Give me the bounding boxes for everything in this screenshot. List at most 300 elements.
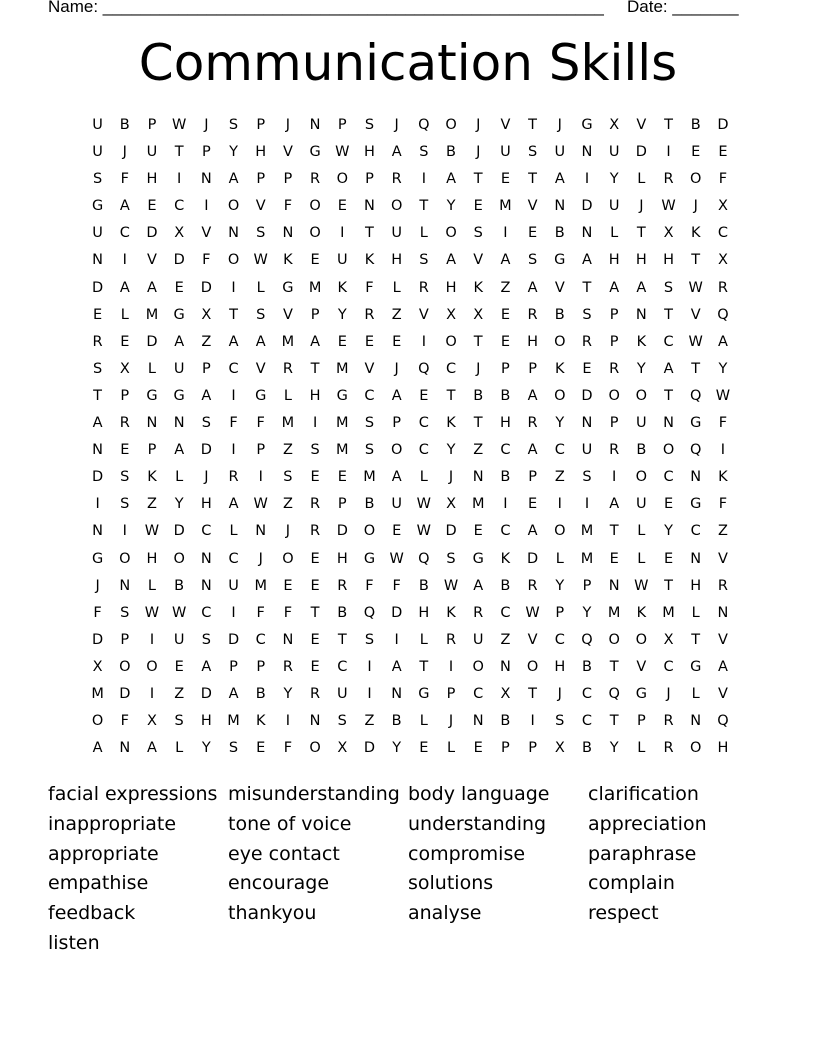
grid-letter[interactable]: U: [391, 225, 402, 242]
grid-letter[interactable]: C: [690, 523, 701, 540]
grid-letter[interactable]: A: [527, 442, 538, 459]
grid-letter[interactable]: P: [147, 442, 157, 459]
grid-letter[interactable]: E: [392, 523, 402, 540]
grid-letter[interactable]: M: [281, 415, 295, 432]
grid-letter[interactable]: U: [92, 144, 103, 161]
grid-letter[interactable]: W: [443, 577, 459, 594]
grid-letter[interactable]: V: [717, 550, 728, 567]
grid-letter[interactable]: I: [177, 171, 182, 188]
grid-letter[interactable]: I: [258, 469, 263, 486]
grid-letter[interactable]: R: [663, 740, 674, 757]
grid-letter[interactable]: N: [690, 469, 702, 486]
grid-letter[interactable]: S: [174, 713, 184, 730]
grid-letter[interactable]: R: [663, 171, 674, 188]
grid-letter[interactable]: A: [147, 740, 157, 757]
grid-letter[interactable]: O: [445, 117, 457, 133]
grid-letter[interactable]: P: [147, 117, 157, 133]
grid-letter[interactable]: W: [715, 387, 731, 404]
grid-letter[interactable]: I: [312, 415, 318, 432]
grid-letter[interactable]: T: [174, 144, 184, 161]
grid-letter[interactable]: D: [200, 279, 212, 296]
grid-letter[interactable]: E: [473, 198, 483, 215]
grid-letter[interactable]: N: [391, 685, 403, 702]
grid-letter[interactable]: N: [663, 415, 674, 432]
grid-letter[interactable]: M: [499, 198, 512, 215]
grid-letter[interactable]: O: [173, 550, 185, 567]
grid-letter[interactable]: R: [92, 333, 103, 350]
grid-letter[interactable]: D: [581, 387, 593, 404]
grid-letter[interactable]: M: [336, 360, 349, 377]
grid-letter[interactable]: M: [254, 577, 267, 594]
grid-letter[interactable]: R: [310, 685, 321, 702]
grid-letter[interactable]: R: [282, 658, 293, 675]
grid-letter[interactable]: K: [337, 279, 348, 296]
grid-letter[interactable]: P: [337, 117, 347, 133]
grid-letter[interactable]: P: [365, 171, 374, 188]
grid-letter[interactable]: X: [337, 740, 348, 757]
grid-letter[interactable]: M: [91, 685, 104, 702]
grid-letter[interactable]: W: [171, 604, 187, 621]
grid-letter[interactable]: N: [282, 225, 294, 242]
grid-letter[interactable]: H: [200, 496, 212, 513]
grid-letter[interactable]: F: [718, 415, 728, 432]
grid-letter[interactable]: X: [554, 740, 565, 757]
grid-letter[interactable]: A: [119, 279, 130, 296]
grid-letter[interactable]: N: [690, 550, 702, 567]
grid-letter[interactable]: D: [146, 333, 158, 350]
grid-letter[interactable]: L: [147, 360, 157, 377]
grid-letter[interactable]: V: [717, 631, 728, 648]
grid-letter[interactable]: R: [364, 306, 375, 323]
grid-letter[interactable]: O: [227, 252, 240, 269]
grid-letter[interactable]: A: [228, 685, 239, 702]
grid-letter[interactable]: S: [120, 604, 130, 621]
grid-letter[interactable]: O: [309, 740, 321, 757]
grid-letter[interactable]: G: [91, 198, 104, 215]
grid-letter[interactable]: S: [473, 225, 483, 242]
grid-letter[interactable]: U: [336, 252, 348, 269]
grid-letter[interactable]: H: [391, 252, 403, 269]
grid-letter[interactable]: B: [473, 387, 484, 404]
grid-letter[interactable]: F: [365, 577, 374, 594]
grid-letter[interactable]: S: [419, 252, 429, 269]
grid-letter[interactable]: N: [309, 117, 321, 133]
grid-letter[interactable]: K: [636, 333, 647, 350]
grid-letter[interactable]: S: [364, 442, 375, 459]
grid-letter[interactable]: E: [120, 333, 130, 350]
grid-letter[interactable]: P: [120, 387, 130, 404]
grid-letter[interactable]: T: [528, 117, 538, 133]
grid-letter[interactable]: Z: [282, 496, 293, 513]
grid-letter[interactable]: S: [364, 117, 375, 133]
grid-letter[interactable]: Q: [363, 604, 376, 621]
grid-letter[interactable]: A: [92, 740, 103, 757]
grid-letter[interactable]: S: [120, 496, 130, 513]
grid-letter[interactable]: E: [528, 225, 538, 242]
grid-letter[interactable]: A: [609, 279, 620, 296]
grid-letter[interactable]: A: [582, 252, 592, 269]
grid-letter[interactable]: B: [119, 117, 130, 133]
grid-letter[interactable]: N: [499, 658, 511, 675]
grid-letter[interactable]: S: [201, 631, 211, 648]
grid-letter[interactable]: H: [663, 252, 674, 269]
grid-letter[interactable]: C: [337, 658, 348, 675]
grid-letter[interactable]: B: [337, 604, 348, 621]
grid-letter[interactable]: S: [120, 469, 130, 486]
grid-letter[interactable]: J: [95, 577, 100, 594]
grid-letter[interactable]: Z: [473, 442, 484, 459]
grid-letter[interactable]: O: [526, 658, 539, 675]
grid-letter[interactable]: C: [581, 713, 593, 730]
grid-letter[interactable]: I: [584, 496, 590, 513]
grid-letter[interactable]: P: [609, 415, 619, 432]
grid-letter[interactable]: U: [554, 144, 566, 161]
grid-letter[interactable]: P: [582, 577, 592, 594]
grid-letter[interactable]: M: [471, 496, 485, 513]
grid-letter[interactable]: J: [285, 117, 291, 133]
grid-letter[interactable]: E: [392, 333, 402, 350]
grid-letter[interactable]: N: [364, 198, 375, 215]
grid-letter[interactable]: O: [608, 387, 620, 404]
grid-letter[interactable]: W: [253, 496, 268, 513]
grid-letter[interactable]: G: [635, 685, 647, 702]
grid-letter[interactable]: E: [419, 387, 429, 404]
grid-letter[interactable]: V: [636, 658, 647, 675]
grid-letter[interactable]: R: [282, 360, 293, 377]
grid-letter[interactable]: K: [555, 360, 565, 377]
grid-letter[interactable]: I: [149, 685, 155, 702]
grid-letter[interactable]: Y: [718, 360, 728, 377]
grid-letter[interactable]: S: [201, 415, 211, 432]
grid-letter[interactable]: V: [364, 360, 375, 377]
grid-letter[interactable]: Z: [174, 685, 185, 702]
grid-letter[interactable]: X: [663, 631, 674, 648]
grid-letter[interactable]: W: [253, 252, 268, 269]
grid-letter[interactable]: X: [446, 496, 456, 513]
grid-letter[interactable]: E: [174, 658, 184, 675]
grid-letter[interactable]: Q: [418, 550, 430, 567]
grid-letter[interactable]: M: [580, 523, 594, 540]
grid-letter[interactable]: K: [446, 415, 456, 432]
grid-letter[interactable]: C: [663, 333, 674, 350]
grid-letter[interactable]: G: [418, 685, 430, 702]
grid-letter[interactable]: P: [528, 360, 537, 377]
grid-letter[interactable]: F: [283, 604, 293, 621]
grid-letter[interactable]: Z: [282, 442, 293, 459]
grid-letter[interactable]: H: [418, 604, 430, 621]
grid-letter[interactable]: C: [500, 604, 511, 621]
grid-letter[interactable]: N: [228, 225, 239, 242]
grid-letter[interactable]: Z: [554, 469, 565, 486]
grid-letter[interactable]: E: [93, 306, 103, 323]
grid-letter[interactable]: F: [120, 171, 129, 188]
grid-letter[interactable]: C: [554, 442, 565, 459]
grid-letter[interactable]: F: [365, 279, 374, 296]
grid-letter[interactable]: W: [144, 604, 160, 621]
grid-letter[interactable]: C: [228, 360, 239, 377]
grid-letter[interactable]: G: [173, 306, 185, 323]
grid-letter[interactable]: Y: [555, 577, 565, 594]
grid-letter[interactable]: L: [637, 523, 646, 540]
grid-letter[interactable]: A: [500, 252, 511, 269]
grid-letter[interactable]: E: [500, 306, 510, 323]
grid-letter[interactable]: V: [554, 279, 565, 296]
grid-letter[interactable]: W: [688, 333, 703, 350]
grid-letter[interactable]: N: [92, 523, 104, 540]
grid-letter[interactable]: O: [690, 171, 702, 188]
grid-letter[interactable]: B: [636, 442, 647, 459]
grid-letter[interactable]: I: [122, 523, 127, 540]
grid-letter[interactable]: U: [228, 577, 239, 594]
grid-letter[interactable]: N: [92, 442, 104, 459]
grid-letter[interactable]: C: [255, 631, 266, 648]
grid-letter[interactable]: S: [527, 144, 538, 161]
grid-letter[interactable]: N: [255, 523, 267, 540]
grid-letter[interactable]: K: [500, 550, 511, 567]
grid-letter[interactable]: Z: [147, 496, 157, 513]
grid-letter[interactable]: M: [336, 442, 349, 459]
grid-letter[interactable]: F: [93, 604, 102, 621]
grid-letter[interactable]: I: [421, 171, 426, 188]
grid-letter[interactable]: G: [91, 550, 104, 567]
grid-letter[interactable]: K: [636, 604, 647, 621]
grid-letter[interactable]: S: [256, 306, 266, 323]
grid-letter[interactable]: T: [609, 658, 619, 675]
grid-letter[interactable]: G: [363, 550, 376, 567]
grid-letter[interactable]: B: [554, 225, 565, 242]
grid-letter[interactable]: H: [690, 577, 702, 594]
grid-letter[interactable]: E: [582, 360, 592, 377]
grid-letter[interactable]: W: [525, 604, 540, 621]
grid-letter[interactable]: A: [717, 658, 728, 675]
grid-letter[interactable]: S: [337, 713, 347, 730]
grid-letter[interactable]: I: [231, 279, 236, 296]
grid-letter[interactable]: A: [636, 279, 647, 296]
grid-letter[interactable]: N: [581, 225, 593, 242]
grid-letter[interactable]: O: [608, 631, 620, 648]
grid-letter[interactable]: D: [173, 252, 185, 269]
grid-letter[interactable]: F: [256, 415, 265, 432]
grid-letter[interactable]: U: [581, 442, 593, 459]
grid-letter[interactable]: I: [285, 713, 291, 730]
grid-letter[interactable]: A: [717, 333, 728, 350]
grid-letter[interactable]: L: [637, 550, 646, 567]
grid-letter[interactable]: H: [146, 550, 158, 567]
grid-letter[interactable]: P: [528, 740, 537, 757]
grid-letter[interactable]: J: [285, 523, 291, 540]
grid-letter[interactable]: T: [691, 252, 701, 269]
grid-letter[interactable]: A: [92, 415, 103, 432]
grid-letter[interactable]: E: [120, 442, 130, 459]
grid-letter[interactable]: T: [473, 415, 483, 432]
grid-letter[interactable]: T: [229, 306, 238, 323]
grid-letter[interactable]: P: [609, 333, 619, 350]
name-field[interactable]: Name: _____________________________________________________: [48, 0, 604, 16]
grid-letter[interactable]: T: [310, 604, 320, 621]
grid-letter[interactable]: U: [92, 225, 103, 242]
grid-letter[interactable]: Y: [229, 144, 238, 161]
grid-letter[interactable]: A: [527, 387, 538, 404]
grid-letter[interactable]: X: [147, 713, 157, 730]
grid-letter[interactable]: S: [419, 144, 429, 161]
grid-letter[interactable]: L: [555, 550, 564, 567]
grid-letter[interactable]: E: [473, 740, 483, 757]
grid-letter[interactable]: B: [418, 577, 429, 594]
grid-letter[interactable]: B: [500, 387, 511, 404]
grid-letter[interactable]: O: [472, 658, 484, 675]
grid-letter[interactable]: V: [527, 198, 538, 215]
grid-letter[interactable]: F: [283, 740, 293, 757]
grid-letter[interactable]: G: [309, 144, 321, 161]
grid-letter[interactable]: T: [528, 685, 538, 702]
grid-letter[interactable]: E: [283, 577, 293, 594]
grid-letter[interactable]: T: [609, 713, 619, 730]
grid-letter[interactable]: I: [530, 713, 535, 730]
grid-letter[interactable]: P: [256, 171, 266, 188]
grid-letter[interactable]: L: [392, 279, 401, 296]
grid-letter[interactable]: Y: [446, 198, 456, 215]
grid-letter[interactable]: J: [394, 117, 399, 133]
grid-letter[interactable]: Z: [201, 333, 212, 350]
date-field[interactable]: Date: _______: [627, 0, 739, 16]
grid-letter[interactable]: N: [282, 631, 294, 648]
grid-letter[interactable]: E: [310, 658, 320, 675]
grid-letter[interactable]: G: [472, 550, 484, 567]
grid-letter[interactable]: A: [228, 171, 239, 188]
grid-letter[interactable]: Q: [690, 442, 702, 459]
grid-letter[interactable]: C: [228, 550, 239, 567]
grid-letter[interactable]: P: [229, 658, 238, 675]
grid-letter[interactable]: A: [391, 144, 402, 161]
grid-letter[interactable]: C: [581, 685, 593, 702]
grid-letter[interactable]: B: [581, 658, 592, 675]
grid-letter[interactable]: V: [201, 225, 212, 242]
grid-letter[interactable]: D: [146, 225, 158, 242]
grid-letter[interactable]: Y: [555, 415, 565, 432]
grid-letter[interactable]: E: [337, 469, 347, 486]
grid-letter[interactable]: N: [608, 577, 620, 594]
grid-letter[interactable]: P: [501, 360, 510, 377]
grid-letter[interactable]: O: [390, 442, 403, 459]
grid-letter[interactable]: J: [122, 144, 127, 161]
grid-letter[interactable]: E: [528, 496, 538, 513]
grid-letter[interactable]: E: [256, 740, 266, 757]
grid-letter[interactable]: Y: [609, 171, 619, 188]
grid-letter[interactable]: H: [445, 279, 457, 296]
grid-letter[interactable]: V: [636, 117, 647, 133]
grid-letter[interactable]: R: [337, 577, 348, 594]
grid-letter[interactable]: H: [554, 658, 566, 675]
grid-letter[interactable]: J: [448, 713, 454, 730]
grid-letter[interactable]: H: [364, 144, 375, 161]
grid-letter[interactable]: L: [175, 740, 184, 757]
grid-letter[interactable]: N: [146, 415, 158, 432]
grid-letter[interactable]: P: [528, 469, 537, 486]
grid-letter[interactable]: Y: [201, 740, 211, 757]
grid-letter[interactable]: U: [92, 117, 103, 133]
grid-letter[interactable]: D: [336, 523, 348, 540]
grid-letter[interactable]: S: [92, 171, 103, 188]
grid-letter[interactable]: Z: [717, 523, 728, 540]
grid-letter[interactable]: J: [204, 117, 209, 133]
grid-letter[interactable]: O: [336, 171, 348, 188]
grid-letter[interactable]: E: [310, 252, 320, 269]
grid-letter[interactable]: L: [637, 740, 646, 757]
grid-letter[interactable]: R: [119, 415, 130, 432]
grid-letter[interactable]: I: [367, 685, 372, 702]
grid-letter[interactable]: S: [92, 360, 103, 377]
grid-letter[interactable]: X: [446, 306, 456, 323]
grid-letter[interactable]: F: [392, 577, 401, 594]
grid-letter[interactable]: G: [690, 415, 702, 432]
grid-letter[interactable]: P: [636, 713, 646, 730]
grid-letter[interactable]: O: [554, 333, 566, 350]
grid-letter[interactable]: A: [473, 577, 484, 594]
grid-letter[interactable]: C: [663, 658, 674, 675]
grid-letter[interactable]: D: [92, 469, 104, 486]
grid-letter[interactable]: N: [554, 198, 566, 215]
grid-letter[interactable]: Q: [717, 306, 729, 323]
grid-letter[interactable]: I: [122, 252, 127, 269]
grid-letter[interactable]: A: [446, 171, 456, 188]
grid-letter[interactable]: H: [608, 252, 620, 269]
grid-letter[interactable]: Y: [609, 740, 619, 757]
grid-letter[interactable]: X: [609, 117, 620, 133]
grid-letter[interactable]: I: [231, 387, 236, 404]
grid-letter[interactable]: K: [718, 469, 728, 486]
grid-letter[interactable]: X: [174, 225, 185, 242]
grid-letter[interactable]: B: [255, 685, 266, 702]
grid-letter[interactable]: D: [173, 523, 185, 540]
grid-letter[interactable]: B: [690, 117, 701, 133]
grid-letter[interactable]: R: [418, 279, 429, 296]
grid-letter[interactable]: U: [336, 685, 348, 702]
grid-letter[interactable]: E: [364, 333, 375, 350]
grid-letter[interactable]: S: [446, 550, 456, 567]
grid-letter[interactable]: G: [554, 252, 566, 269]
grid-letter[interactable]: E: [663, 550, 674, 567]
grid-letter[interactable]: A: [174, 442, 185, 459]
grid-letter[interactable]: I: [557, 496, 562, 513]
grid-letter[interactable]: O: [309, 198, 321, 215]
grid-letter[interactable]: N: [690, 713, 702, 730]
grid-letter[interactable]: H: [336, 550, 348, 567]
grid-letter[interactable]: R: [663, 713, 674, 730]
grid-letter[interactable]: H: [200, 713, 212, 730]
grid-letter[interactable]: V: [473, 252, 484, 269]
grid-letter[interactable]: F: [229, 415, 238, 432]
grid-letter[interactable]: W: [171, 117, 187, 133]
grid-letter[interactable]: O: [635, 387, 648, 404]
grid-letter[interactable]: J: [557, 685, 562, 702]
grid-letter[interactable]: I: [149, 631, 155, 648]
grid-letter[interactable]: N: [119, 577, 131, 594]
grid-letter[interactable]: O: [445, 225, 457, 242]
grid-letter[interactable]: Q: [418, 117, 430, 133]
grid-letter[interactable]: H: [635, 252, 647, 269]
grid-letter[interactable]: T: [528, 171, 538, 188]
grid-letter[interactable]: E: [500, 171, 510, 188]
grid-letter[interactable]: B: [500, 713, 511, 730]
grid-letter[interactable]: E: [310, 550, 320, 567]
grid-letter[interactable]: C: [663, 469, 674, 486]
grid-letter[interactable]: G: [146, 387, 158, 404]
grid-letter[interactable]: O: [445, 333, 457, 350]
grid-letter[interactable]: N: [635, 306, 647, 323]
grid-letter[interactable]: I: [448, 658, 454, 675]
grid-letter[interactable]: R: [527, 415, 538, 432]
grid-letter[interactable]: E: [174, 279, 184, 296]
